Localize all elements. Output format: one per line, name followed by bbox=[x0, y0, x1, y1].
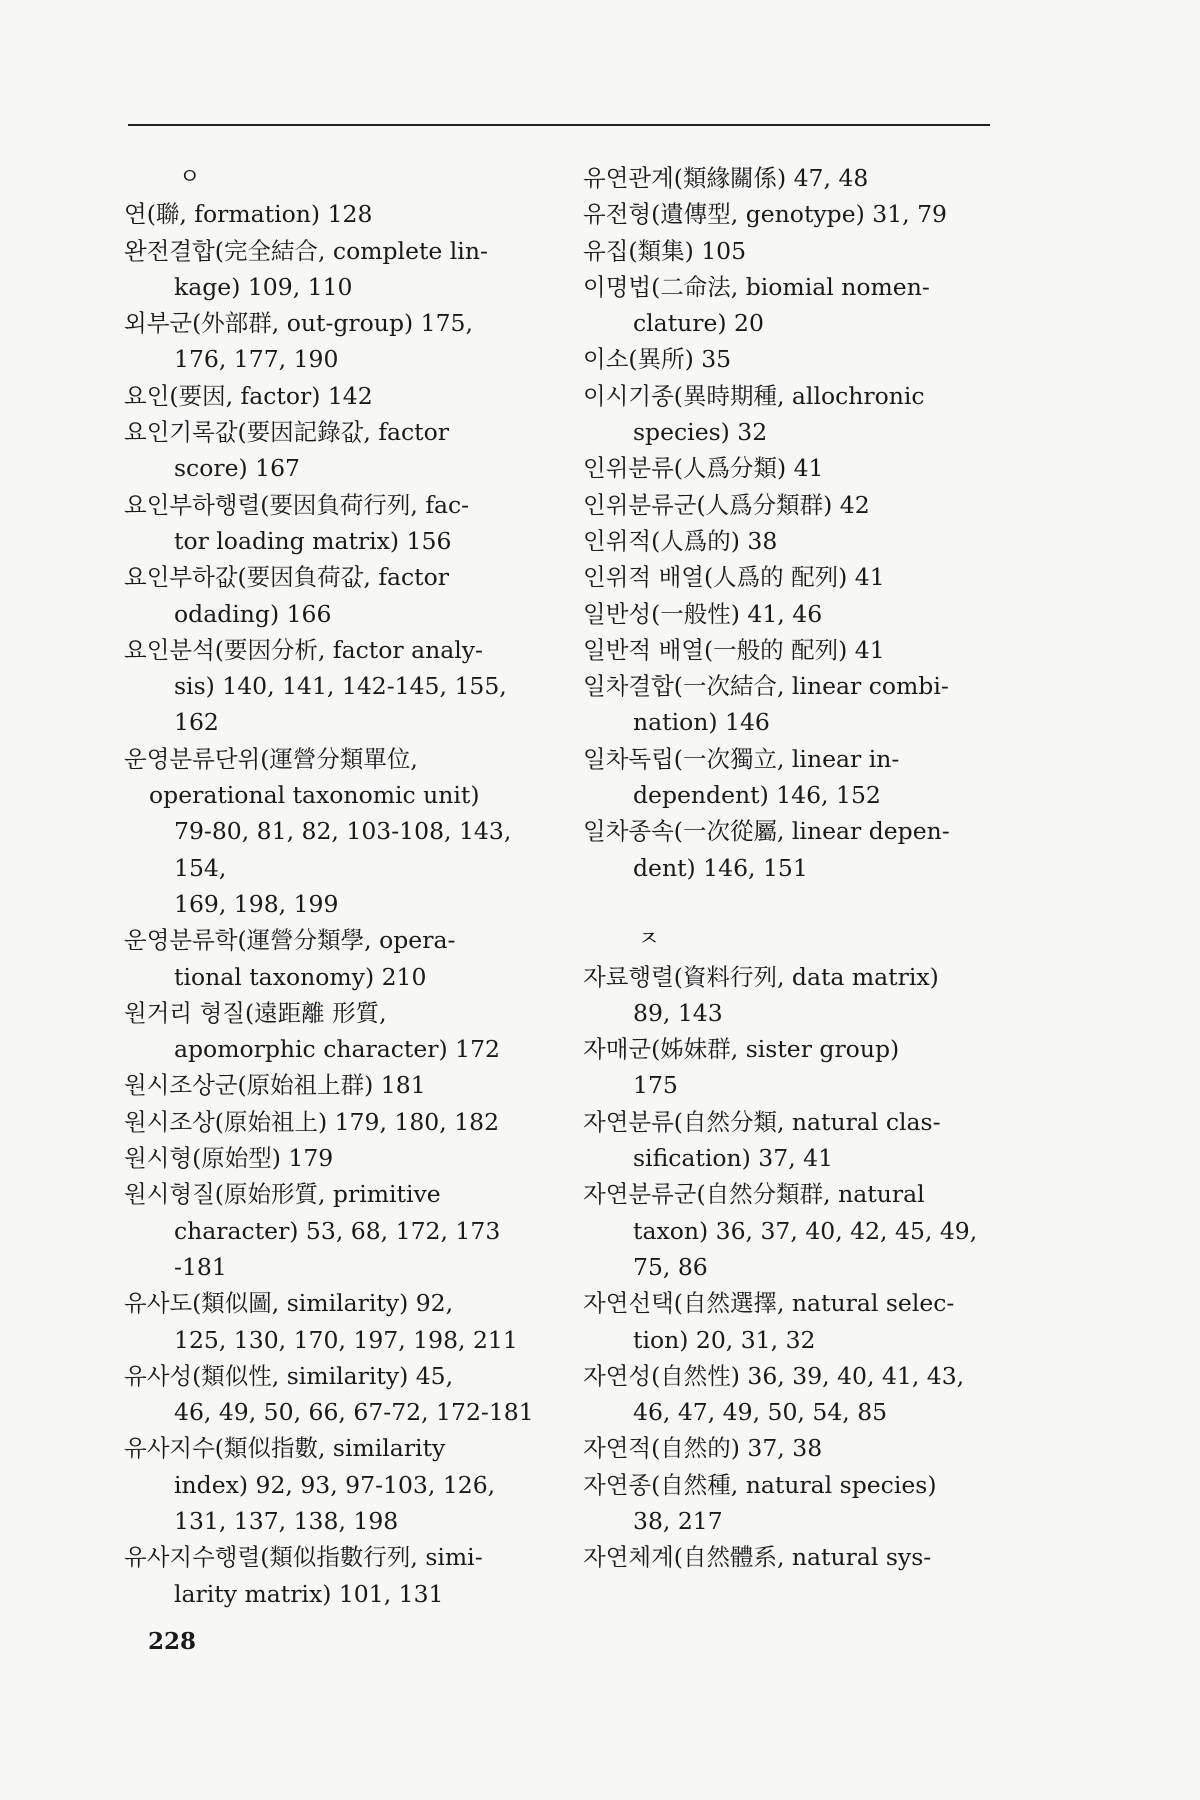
index-entry bbox=[124, 1358, 554, 1431]
entry-headword-line: 이소(異所) 35 bbox=[583, 345, 732, 374]
index-entry bbox=[583, 1104, 1013, 1177]
entry-headword-line: 요인부하값(要因負荷값, factor bbox=[124, 563, 450, 592]
entry-headword-line: 요인(要因, factor) 142 bbox=[124, 381, 373, 410]
section-letter: ㅇ bbox=[179, 165, 201, 190]
entry-headword-line: 자연선택(自然選擇, natural selec- bbox=[583, 1289, 955, 1318]
entry-headword-line: 완전결합(完全結合, complete lin- bbox=[124, 236, 488, 265]
entry-continuation-line: odading) 166 bbox=[174, 599, 332, 628]
entry-continuation-line: 75, 86 bbox=[633, 1252, 708, 1281]
entry-headword-line: 인위적 배열(人爲的 配列) 41 bbox=[583, 563, 885, 592]
entry-continuation-line: sis) 140, 141, 142-145, 155, bbox=[174, 672, 507, 701]
index-entry bbox=[583, 450, 1013, 486]
entry-headword-line: 자료행렬(資料行列, data matrix) bbox=[583, 962, 939, 991]
index-entry bbox=[583, 1285, 1013, 1358]
entry-headword-line: 유전형(遺傳型, genotype) 31, 79 bbox=[583, 200, 947, 229]
entry-continuation-line: 46, 47, 49, 50, 54, 85 bbox=[633, 1398, 888, 1427]
entry-continuation-line: larity matrix) 101, 131 bbox=[174, 1579, 444, 1608]
index-entry bbox=[124, 1067, 554, 1103]
entry-headword-line: 자연종(自然種, natural species) bbox=[583, 1470, 937, 1499]
entry-continuation-line: dent) 146, 151 bbox=[633, 853, 808, 882]
entry-continuation-line: 175 bbox=[633, 1071, 678, 1100]
index-entry bbox=[583, 741, 1013, 814]
entry-headword-line: 자연분류군(自然分類群, natural bbox=[583, 1180, 925, 1209]
index-entry bbox=[124, 741, 554, 922]
index-entry bbox=[124, 196, 554, 232]
entry-continuation-line: 131, 137, 138, 198 bbox=[174, 1506, 399, 1535]
index-entry bbox=[583, 378, 1013, 451]
index-entry bbox=[583, 632, 1013, 668]
entry-continuation-line: 169, 198, 199 bbox=[174, 889, 339, 918]
entry-continuation-line: taxon) 36, 37, 40, 42, 45, 49, bbox=[633, 1216, 978, 1245]
index-entry bbox=[583, 341, 1013, 377]
index-entry bbox=[124, 559, 554, 632]
entry-headword-line: 연(聯, formation) 128 bbox=[124, 200, 373, 229]
index-entry bbox=[583, 523, 1013, 559]
entry-continuation-line: apomorphic character) 172 bbox=[174, 1035, 500, 1064]
index-entry bbox=[583, 1176, 1013, 1285]
index-entry bbox=[124, 1140, 554, 1176]
entry-headword-line: 원시조상(原始祖上) 179, 180, 182 bbox=[124, 1107, 500, 1136]
entry-continuation-line: clature) 20 bbox=[633, 309, 764, 338]
entry-continuation-line: tion) 20, 31, 32 bbox=[633, 1325, 816, 1354]
index-entry bbox=[583, 1358, 1013, 1431]
index-entry bbox=[583, 596, 1013, 632]
entry-headword-line: 자매군(姊妹群, sister group) bbox=[583, 1035, 900, 1064]
entry-continuation-line: 89, 143 bbox=[633, 998, 723, 1027]
index-entry bbox=[124, 1539, 554, 1612]
entry-headword-line: 일차결합(一次結合, linear combi- bbox=[583, 672, 949, 701]
entry-continuation-line: operational taxonomic unit) bbox=[149, 781, 480, 810]
entry-headword-line: 원시형질(原始形質, primitive bbox=[124, 1180, 441, 1209]
entry-continuation-line: 79-80, 81, 82, 103-108, 143, 154, bbox=[174, 817, 512, 882]
index-entry bbox=[124, 995, 554, 1068]
entry-continuation-line: score) 167 bbox=[174, 454, 301, 483]
entry-continuation-line: 162 bbox=[174, 708, 219, 737]
entry-continuation-line: tional taxonomy) 210 bbox=[174, 962, 427, 991]
entry-headword-line: 운영분류단위(運營分類單位, bbox=[124, 744, 418, 773]
entry-headword-line: 원거리 형질(遠距離 形質, bbox=[124, 998, 387, 1027]
entry-continuation-line: -181 bbox=[174, 1252, 227, 1281]
entry-continuation-line: 46, 49, 50, 66, 67-72, 172-181 bbox=[174, 1398, 534, 1427]
index-column-left bbox=[124, 160, 554, 1612]
entry-headword-line: 자연체계(自然體系, natural sys- bbox=[583, 1543, 932, 1572]
section-letter: ㅈ bbox=[638, 927, 660, 953]
entry-headword-line: 원시형(原始型) 179 bbox=[124, 1144, 334, 1173]
entry-headword-line: 일차독립(一次獨立, linear in- bbox=[583, 744, 900, 773]
entry-continuation-line: 125, 130, 170, 197, 198, 211 bbox=[174, 1325, 518, 1354]
index-entry bbox=[124, 1430, 554, 1539]
entry-headword-line: 외부군(外部群, out-group) 175, bbox=[124, 309, 473, 338]
index-entry bbox=[124, 487, 554, 560]
index-entry bbox=[583, 196, 1013, 232]
entry-continuation-line: index) 92, 93, 97-103, 126, bbox=[174, 1470, 496, 1499]
entry-headword-line: 요인기록값(要因記錄값, factor bbox=[124, 418, 450, 447]
index-entry bbox=[583, 233, 1013, 269]
entry-headword-line: 유사지수행렬(類似指數行列, simi- bbox=[124, 1543, 483, 1572]
entry-headword-line: 원시조상군(原始祖上群) 181 bbox=[124, 1071, 426, 1100]
entry-headword-line: 유집(類集) 105 bbox=[583, 236, 747, 265]
index-entry bbox=[583, 813, 1013, 886]
entry-headword-line: 이명법(二命法, biomial nomen- bbox=[583, 272, 930, 301]
index-entry bbox=[583, 1539, 1013, 1575]
entry-continuation-line: species) 32 bbox=[633, 418, 768, 447]
index-column-right bbox=[583, 160, 1013, 1576]
entry-headword-line: 유사지수(類似指數, similarity bbox=[124, 1434, 446, 1463]
entry-headword-line: 자연성(自然性) 36, 39, 40, 41, 43, bbox=[583, 1361, 965, 1390]
entry-continuation-line: 176, 177, 190 bbox=[174, 345, 339, 374]
entry-headword-line: 이시기종(異時期種, allochronic bbox=[583, 381, 925, 410]
entry-headword-line: 일차종속(一次從屬, linear depen- bbox=[583, 817, 950, 846]
index-entry bbox=[583, 668, 1013, 741]
entry-headword-line: 일반성(一般性) 41, 46 bbox=[583, 599, 823, 628]
entry-continuation-line: dependent) 146, 152 bbox=[633, 781, 881, 810]
index-entry bbox=[583, 160, 1013, 196]
header-rule bbox=[128, 124, 990, 126]
entry-headword-line: 요인부하행렬(要因負荷行列, fac- bbox=[124, 490, 470, 519]
index-entry bbox=[124, 233, 554, 306]
entry-headword-line: 운영분류학(運營分類學, opera- bbox=[124, 926, 456, 955]
page-number: 228 bbox=[148, 1628, 197, 1655]
entry-headword-line: 자연분류(自然分類, natural clas- bbox=[583, 1107, 941, 1136]
index-entry bbox=[124, 305, 554, 378]
index-entry bbox=[583, 269, 1013, 342]
index-entry bbox=[583, 1467, 1013, 1540]
entry-headword-line: 요인분석(要因分析, factor analy- bbox=[124, 635, 483, 664]
index-entry bbox=[124, 414, 554, 487]
entry-continuation-line: 38, 217 bbox=[633, 1506, 723, 1535]
index-entry bbox=[583, 1430, 1013, 1466]
index-entry bbox=[124, 922, 554, 995]
index-entry bbox=[583, 959, 1013, 1032]
entry-headword-line: 유사도(類似圖, similarity) 92, bbox=[124, 1289, 454, 1318]
entry-headword-line: 인위분류군(人爲分類群) 42 bbox=[583, 490, 870, 519]
index-entry bbox=[124, 632, 554, 741]
entry-headword-line: 인위적(人爲的) 38 bbox=[583, 526, 778, 555]
entry-continuation-line: kage) 109, 110 bbox=[174, 272, 353, 301]
index-entry bbox=[124, 1104, 554, 1140]
index-entry bbox=[124, 1176, 554, 1285]
index-entry bbox=[124, 378, 554, 414]
entry-headword-line: 유연관계(類緣關係) 47, 48 bbox=[583, 164, 869, 192]
entry-headword-line: 유사성(類似性, similarity) 45, bbox=[124, 1361, 454, 1390]
entry-continuation-line: character) 53, 68, 172, 173 bbox=[174, 1216, 501, 1245]
entry-continuation-line: nation) 146 bbox=[633, 708, 770, 737]
index-entry bbox=[583, 1031, 1013, 1104]
entry-headword-line: 일반적 배열(一般的 配列) 41 bbox=[583, 635, 885, 664]
entry-headword-line: 자연적(自然的) 37, 38 bbox=[583, 1434, 823, 1463]
index-entry bbox=[583, 487, 1013, 523]
entry-continuation-line: sification) 37, 41 bbox=[633, 1144, 834, 1173]
index-entry bbox=[124, 1285, 554, 1358]
index-entry bbox=[583, 559, 1013, 595]
section-gap bbox=[583, 886, 1013, 922]
entry-continuation-line: tor loading matrix) 156 bbox=[174, 526, 452, 555]
entry-headword-line: 인위분류(人爲分類) 41 bbox=[583, 454, 824, 483]
